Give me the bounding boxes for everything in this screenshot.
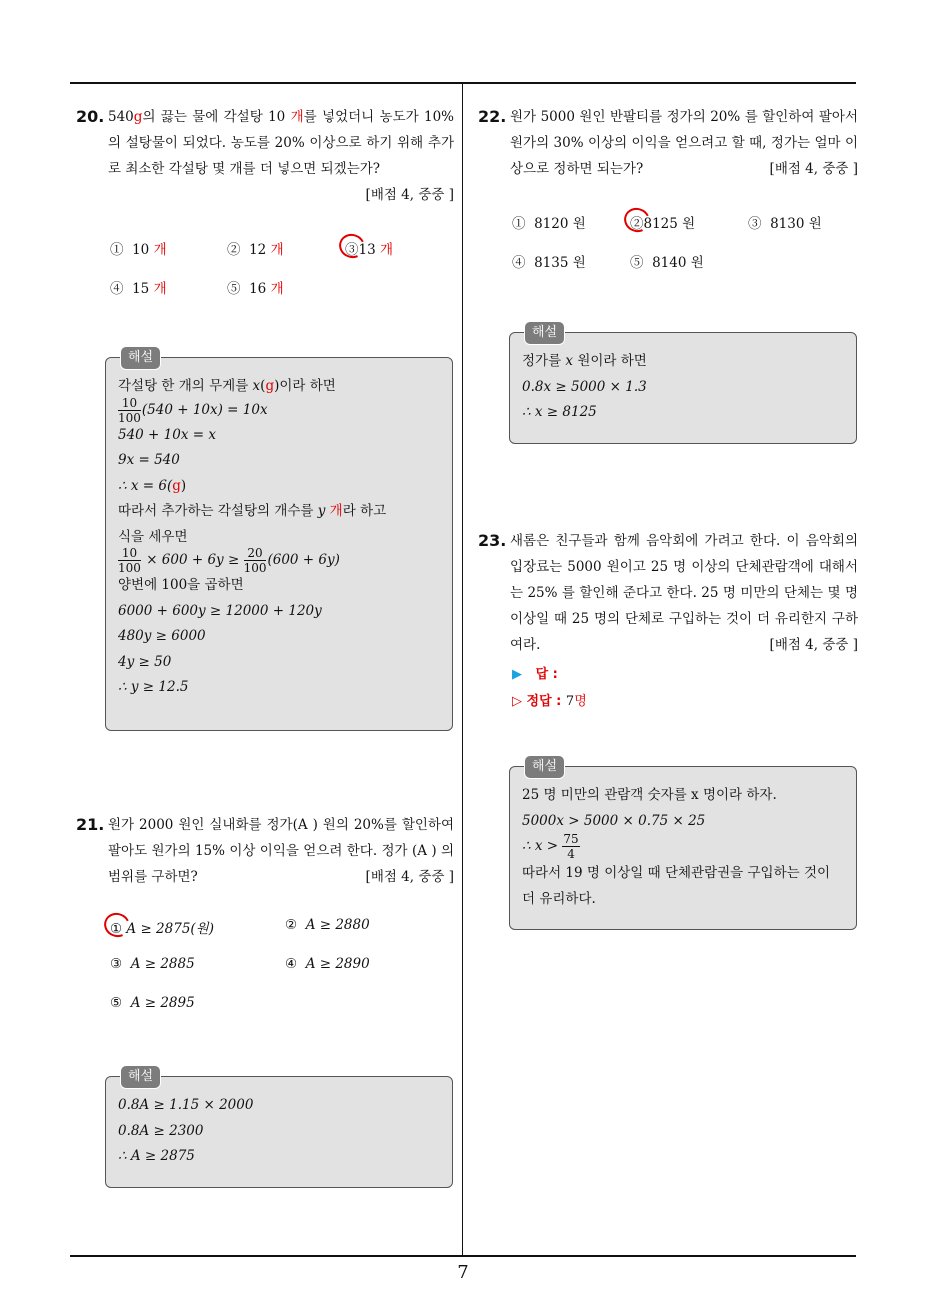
- play-arrow-icon: ▶: [512, 667, 522, 682]
- question-20: [76, 104, 454, 208]
- answer-input-row[interactable]: ▶ 답 :: [512, 667, 558, 682]
- fraction: $\frac{20}{100}$: [243, 546, 267, 575]
- fraction: $\frac{10}{100}$: [118, 546, 141, 575]
- choice-2[interactable]: ②8125 원: [630, 216, 696, 232]
- question-23: [478, 528, 858, 658]
- choice-3[interactable]: ③ A ≥ 2885: [110, 956, 195, 972]
- bottom-rule: [70, 1255, 856, 1257]
- choice-1[interactable]: ① 10 개: [110, 242, 167, 258]
- fraction: $\frac{10}{100}$: [118, 395, 141, 425]
- choice-4[interactable]: ④ 8135 원: [512, 255, 586, 271]
- question-text: 원가 5000 원인 반팔티를 정가의 20% 를 할인하여 팔아서 원가의 30% 이상의 이익을 얻으려고 할 때, 정가는 얼마 이상으로 정하면 되는가? [배점 4, 중중 ]: [510, 104, 858, 182]
- question-22: [478, 104, 858, 182]
- choice-3[interactable]: ③ 8130 원: [748, 216, 822, 232]
- choice-5[interactable]: ⑤ A ≥ 2895: [110, 995, 195, 1011]
- choice-3[interactable]: ③13 개: [345, 242, 394, 258]
- choice-1[interactable]: ① A ≥ 2875(원): [110, 921, 214, 937]
- outline-arrow-icon: ▷: [512, 694, 522, 709]
- top-rule: [70, 82, 856, 84]
- difficulty-label: [배점 4, 중중 ]: [365, 869, 454, 885]
- solution-box-23: 해설 25 명 미만의 관람객 숫자를 x 명이라 하자. 5000x > 5000 × 0.75 × 25 ∴ x > $\frac{75}{4}$ 따라서 19 명 이상일 때 단체관람권을 구입하는 것이 더 유리하다.: [509, 766, 857, 930]
- solution-tag: 해설: [120, 346, 161, 370]
- correct-answer-row: ▷ 정답 : 7명: [512, 694, 587, 709]
- question-number: 20.: [76, 107, 105, 126]
- solution-box-20: 해설 각설탕 한 개의 무게를 x(g)이라 하면 $\frac{10}{100}$ (540 + 10x) = 10x 540 + 10x = x 9x = 540 ∴ x = 6(g) 따라서 추가하는 각설탕의 개수를 y 개라 하고 식을 세우면 $\frac{10}{100}$ × 600 + 6y ≥ $\frac{20}{100}$ (600 + 6y) 양변에 100을 곱하면 6000 + 600y ≥ 12000 + 120y 480y ≥ 6000 4y ≥ 50 ∴ y ≥ 12.5: [105, 357, 453, 731]
- question-text: 원가 2000 원인 실내화를 정가(A ) 원의 20%를 할인하여 팔아도 원가의 15% 이상 이익을 얻으려 한다. 정가 (A ) 의 범위를 구하면? [배점 4, 중중 ]: [108, 812, 454, 890]
- question-text: 새롬은 친구들과 함께 음악회에 가려고 한다. 이 음악회의 입장료는 5000 원이고 25 명 이상의 단체관람객에 대해서는 25% 를 할인해 준다고 한다. 25 명 미만의 단체는 몇 명 이상일 때 25 명의 단체로 구입하는 것이 더 유리한지 구하여라. [배점 4, 중중 ]: [510, 528, 858, 658]
- choice-5[interactable]: ⑤ 16 개: [227, 281, 284, 297]
- difficulty-label: [배점 4, 중중 ]: [769, 161, 858, 177]
- choice-1[interactable]: ① 8120 원: [512, 216, 586, 232]
- solution-box-22: 해설 정가를 x 원이라 하면 0.8x ≥ 5000 × 1.3 ∴ x ≥ 8125: [509, 332, 857, 444]
- choice-4[interactable]: ④ 15 개: [110, 281, 167, 297]
- difficulty-label: [배점 4, 중중 ]: [769, 637, 858, 653]
- question-number: 21.: [76, 815, 105, 834]
- choice-2[interactable]: ② A ≥ 2880: [285, 917, 370, 933]
- column-divider: [462, 83, 463, 1255]
- difficulty-label: [배점 4, 중중 ]: [365, 187, 454, 203]
- question-text: 540g의 끓는 물에 각설탕 10 개를 넣었더니 농도가 10%의 설탕물이 되었다. 농도를 20% 이상으로 하기 위해 추가로 최소한 각설탕 몇 개를 더 넣으면 되겠는가? [배점 4, 중중 ]: [108, 104, 454, 182]
- choice-4[interactable]: ④ A ≥ 2890: [285, 956, 370, 972]
- fraction: $\frac{75}{4}$: [563, 832, 579, 861]
- solution-tag: 해설: [524, 755, 565, 779]
- question-number: 23.: [478, 531, 507, 550]
- choice-2[interactable]: ② 12 개: [227, 242, 284, 258]
- choice-5[interactable]: ⑤ 8140 원: [630, 255, 704, 271]
- solution-tag: 해설: [120, 1065, 161, 1089]
- page-number: 7: [457, 1262, 469, 1283]
- solution-box-21: 해설 0.8A ≥ 1.15 × 2000 0.8A ≥ 2300 ∴ A ≥ 2875: [105, 1076, 453, 1188]
- solution-tag: 해설: [524, 321, 565, 345]
- question-number: 22.: [478, 107, 507, 126]
- question-21: [76, 812, 454, 890]
